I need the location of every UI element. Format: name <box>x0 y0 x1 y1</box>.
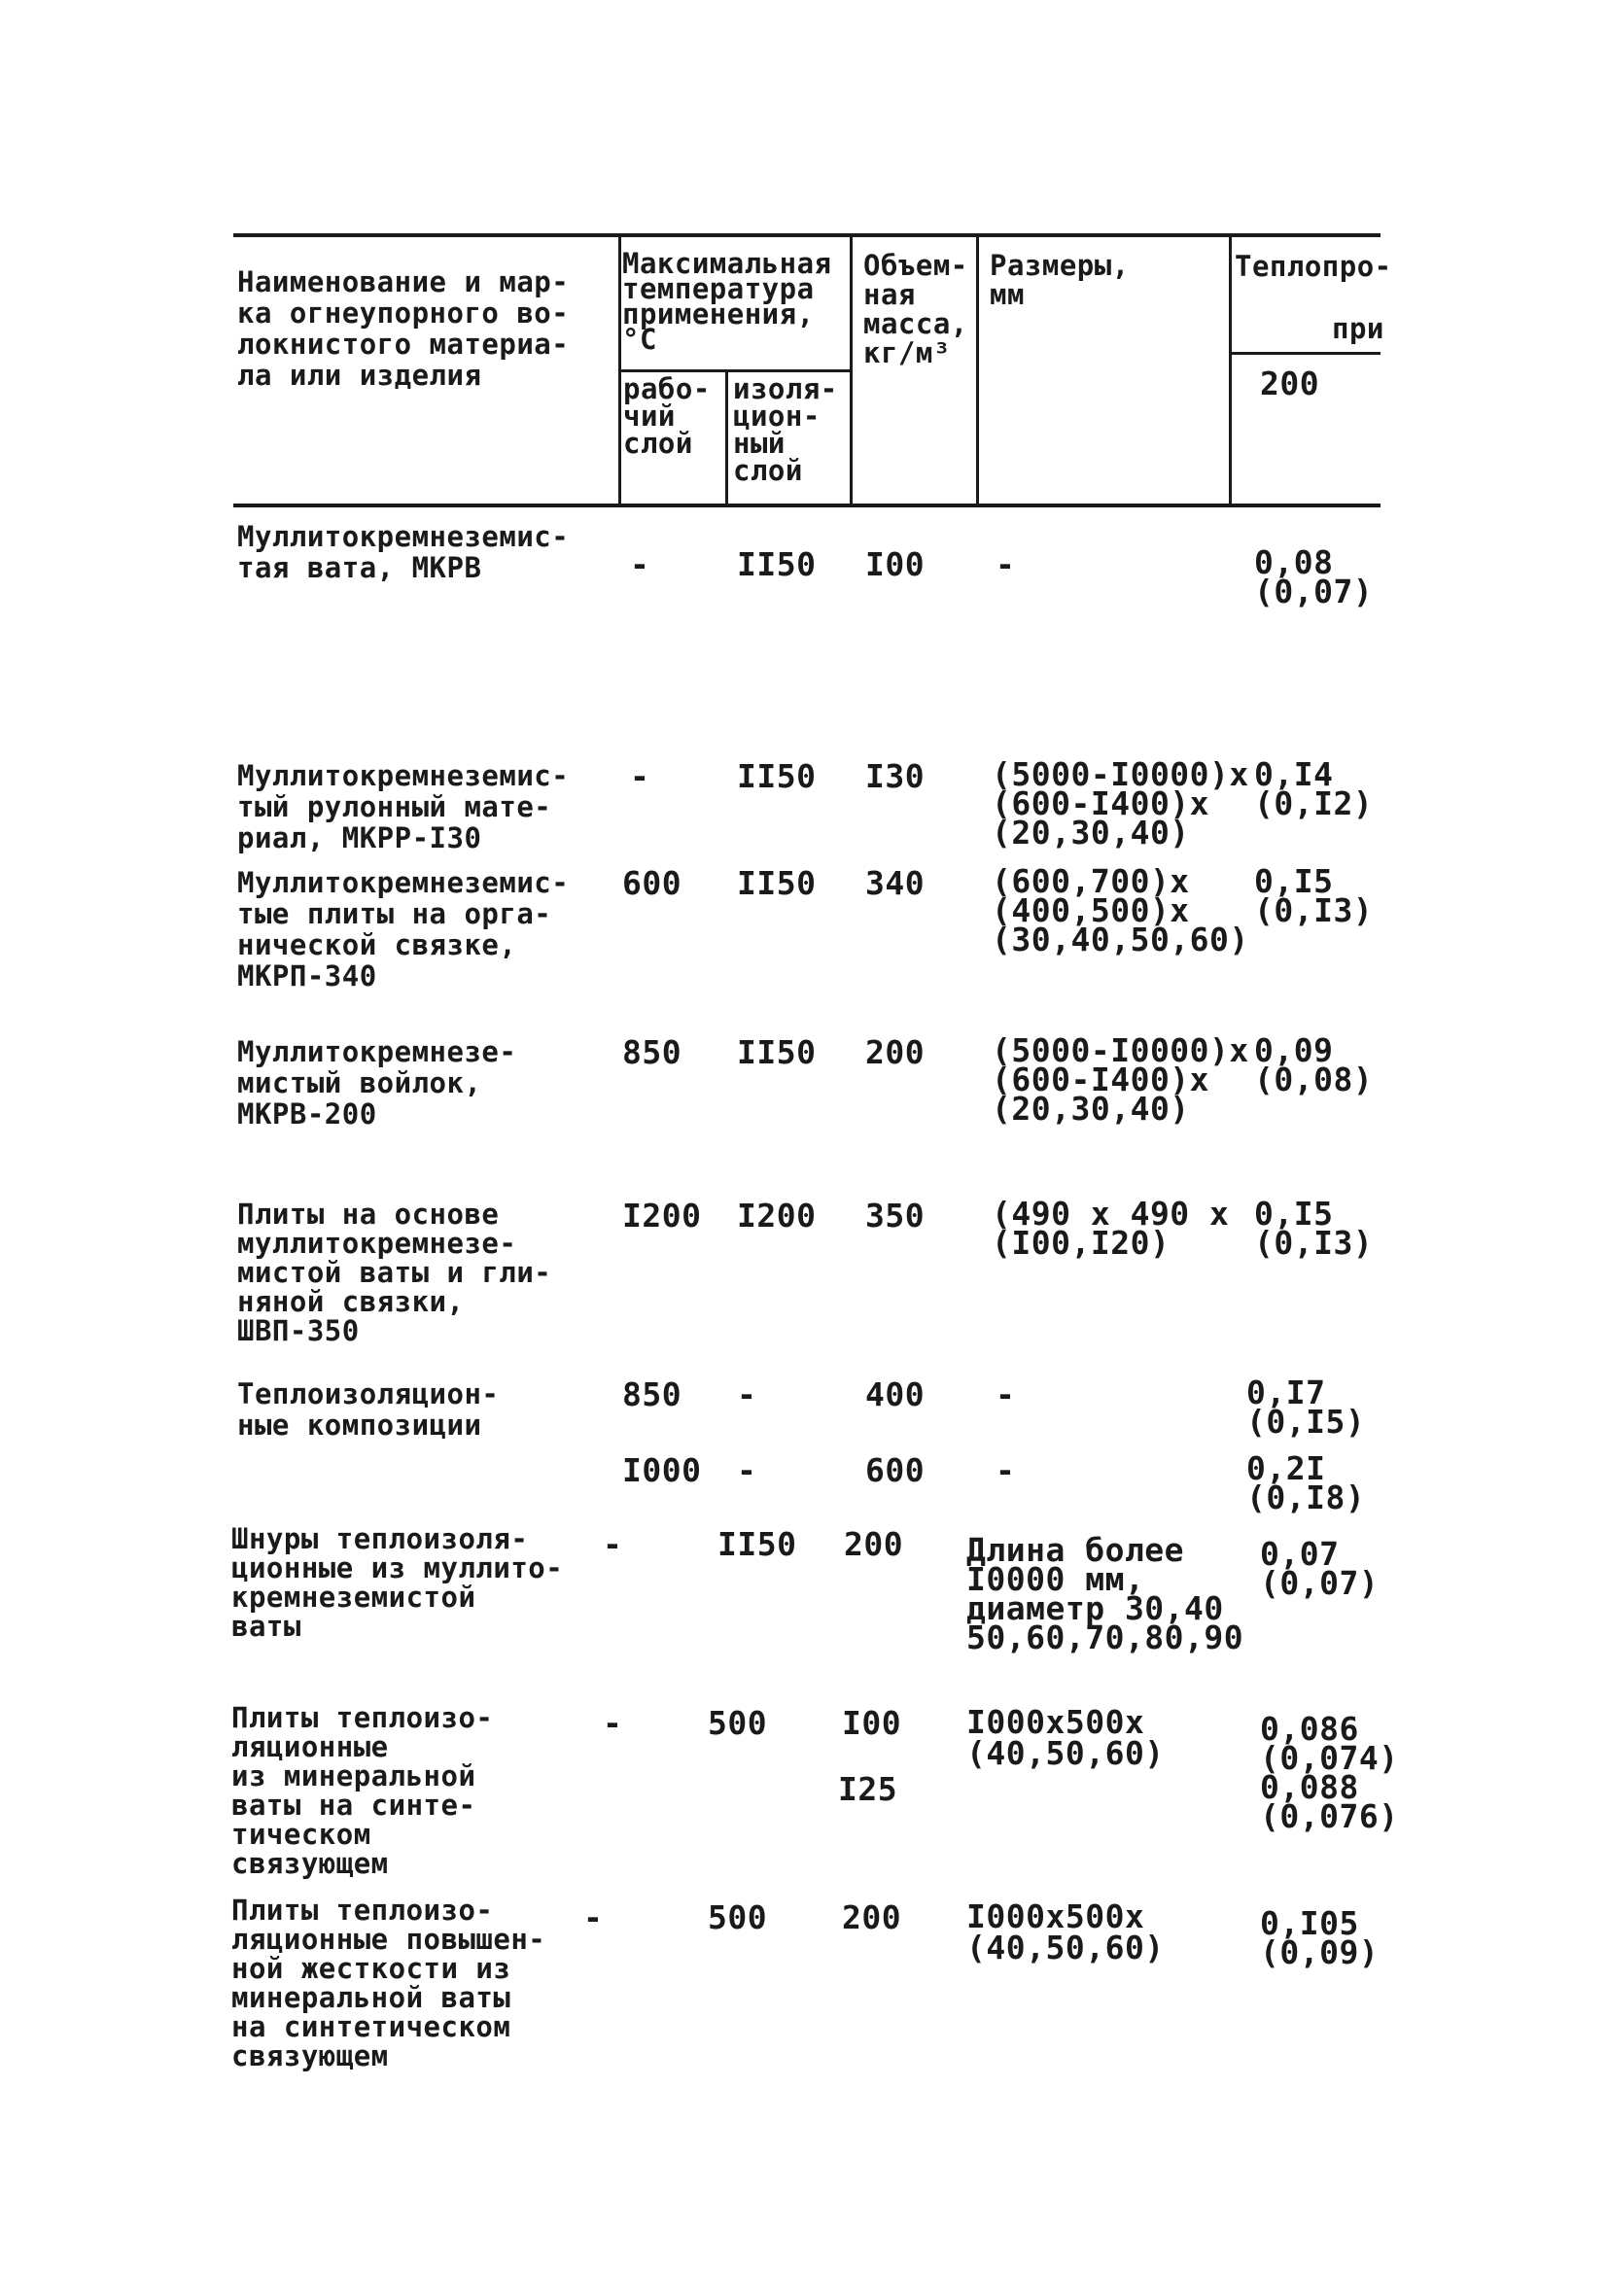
row-working: I000 <box>622 1451 702 1489</box>
row-name: Плиты теплоизо- ляционные повышен- ной жесткости из минеральной ваты на синтетическом связующем <box>231 1894 546 2072</box>
row-insulating: - <box>737 1375 757 1413</box>
row-dimensions: I000x500x (40,50,60) <box>966 1703 1165 1772</box>
row-density-second: I25 <box>838 1770 898 1808</box>
header-bottom-rule <box>233 504 1381 507</box>
row-name: Теплоизоляцион- ные композиции <box>237 1377 500 1442</box>
row-name: Плиты на основе муллитокремнезе- мистой ваты и гли- няной связки, ШВП-350 <box>237 1198 552 1347</box>
row-conductivity: 0,I5 (0,I3) <box>1254 1195 1374 1262</box>
row-name: Муллитокремнеземис- тые плиты на орга- нической связке, МКРП-340 <box>237 866 570 992</box>
row-density: I30 <box>865 757 926 795</box>
header-dimensions: Размеры, мм <box>990 249 1130 311</box>
row-density: 200 <box>844 1525 904 1563</box>
row-density: 200 <box>865 1033 926 1071</box>
row-density: I00 <box>865 545 926 583</box>
row-dimensions: I000x500x (40,50,60) <box>966 1897 1165 1966</box>
header-temp-200: 200 <box>1260 365 1320 402</box>
row-insulating: - <box>737 1451 757 1489</box>
row-conductivity: 0,086 (0,074) 0,088 (0,076) <box>1260 1710 1399 1835</box>
row-density: 340 <box>865 864 926 902</box>
row-density: 400 <box>865 1375 926 1413</box>
row-working: - <box>603 1525 623 1563</box>
row-dimensions: - <box>996 545 1016 583</box>
row-working: - <box>630 545 650 583</box>
row-conductivity: 0,I05 (0,09) <box>1260 1904 1380 1971</box>
col-divider-3 <box>850 233 853 505</box>
row-working: - <box>603 1704 623 1742</box>
row-insulating: II50 <box>737 1033 817 1071</box>
row-working: 850 <box>622 1033 682 1071</box>
row-insulating: 500 <box>708 1704 768 1742</box>
row-insulating: II50 <box>737 545 817 583</box>
row-dimensions: (600,700)x (400,500)x (30,40,50,60) <box>992 862 1249 958</box>
row-insulating: II50 <box>737 757 817 795</box>
row-dimensions: Длина более I0000 мм, диаметр 30,40 50,60,70,80,90 <box>966 1531 1244 1656</box>
row-conductivity: 0,08 (0,07) <box>1254 543 1374 610</box>
row-density: 350 <box>865 1197 926 1235</box>
row-name: Муллитокремнеземис- тый рулонный мате- риал, МКРР-I30 <box>237 759 570 854</box>
row-insulating: II50 <box>737 864 817 902</box>
row-name: Плиты теплоизо- ляционные из минеральной ваты на синте- тическом связующем <box>231 1701 494 1880</box>
row-conductivity: 0,I5 (0,I3) <box>1254 862 1374 929</box>
row-density: 600 <box>865 1451 926 1489</box>
row-insulating: I200 <box>737 1197 817 1235</box>
col-divider-4 <box>976 233 979 505</box>
row-insulating: 500 <box>708 1898 768 1936</box>
row-name: Муллитокремнезе- мистый войлок, МКРВ-200 <box>237 1035 517 1131</box>
row-conductivity: 0,2I (0,I8) <box>1246 1449 1366 1516</box>
row-dimensions: - <box>996 1451 1016 1489</box>
row-working: 600 <box>622 864 682 902</box>
col-divider-5 <box>1229 233 1232 505</box>
header-at: при <box>1332 312 1384 345</box>
row-dimensions: (5000-I0000)x (600-I400)x (20,30,40) <box>992 1031 1249 1128</box>
row-working: 850 <box>622 1375 682 1413</box>
header-conductivity: Теплопро- <box>1235 250 1392 283</box>
row-working: - <box>630 757 650 795</box>
table-top-rule <box>233 233 1381 237</box>
row-dimensions: (5000-I0000)x (600-I400)x (20,30,40) <box>992 755 1249 852</box>
col-divider-1 <box>618 233 621 505</box>
row-conductivity: 0,I4 (0,I2) <box>1254 755 1374 822</box>
row-insulating: II50 <box>717 1525 797 1563</box>
row-dimensions: - <box>996 1375 1016 1413</box>
header-working-layer: рабо- чий слой <box>623 372 711 460</box>
row-conductivity: 0,09 (0,08) <box>1254 1031 1374 1098</box>
row-name: Шнуры теплоизоля- ционные из муллито- кремнеземистой ваты <box>231 1522 564 1643</box>
row-density: 200 <box>842 1898 902 1936</box>
row-density: I00 <box>842 1704 902 1742</box>
header-name: Наименование и мар- ка огнеупорного во- локнистого материа- ла или изделия <box>237 265 570 392</box>
header-density: Объем- ная масса, кг/м³ <box>863 249 968 369</box>
header-max-temp: Максимальная температура применения, °С <box>622 247 832 356</box>
row-name: Муллитокремнеземис- тая вата, МКРВ <box>237 520 570 584</box>
col-divider-2 <box>725 369 728 505</box>
row-conductivity: 0,I7 (0,I5) <box>1246 1374 1366 1441</box>
row-dimensions: (490 x 490 x (I00,I20) <box>992 1195 1230 1262</box>
header-insulating-layer: изоля- цион- ный слой <box>733 372 838 487</box>
conductivity-subheader-rule <box>1231 352 1381 355</box>
row-working: - <box>583 1898 604 1936</box>
row-working: I200 <box>622 1197 702 1235</box>
row-conductivity: 0,07 (0,07) <box>1260 1535 1380 1602</box>
